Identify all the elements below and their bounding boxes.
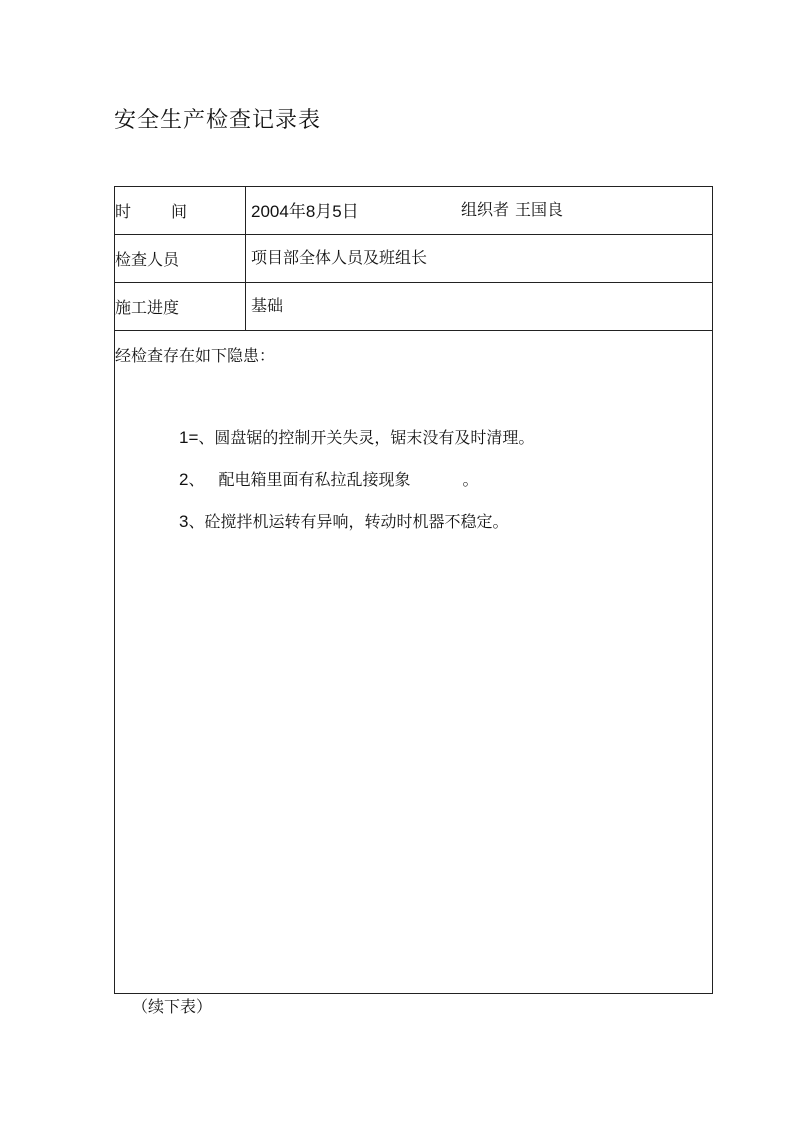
- inspection-form: [114, 186, 713, 994]
- hazard-text: 配电箱里面有私拉乱接现象: [218, 470, 411, 489]
- hazard-separator: 、: [188, 470, 205, 489]
- row-inspectors: [115, 235, 712, 283]
- hazard-number: 3: [179, 512, 189, 531]
- hazard-text: 、砼搅拌机运转有异响，转动时机器不稳定。: [188, 512, 509, 531]
- hazard-number: 2: [179, 470, 189, 489]
- hazards-intro: 经检查存在如下隐患：: [115, 346, 276, 365]
- time-label: [115, 199, 187, 222]
- progress-value: 基础: [251, 296, 284, 315]
- organizer-label: 组织者: [461, 200, 510, 219]
- progress-label: 施工进度: [115, 298, 180, 317]
- inspectors-label: 检查人员: [115, 250, 180, 269]
- hazard-text: 、圆盘锯的控制开关失灵，锯末没有及时清理。: [198, 428, 535, 447]
- hazard-item-1: [179, 425, 534, 448]
- hazard-item-2: [179, 467, 479, 490]
- row-progress: [115, 283, 712, 331]
- row-time: [115, 187, 712, 235]
- time-label-char-2: 间: [171, 202, 188, 221]
- hazard-number: 1=: [179, 428, 199, 447]
- organizer-name: 王国良: [515, 200, 564, 219]
- hazard-tail-mark: 。: [462, 470, 479, 489]
- inspection-date: 2004年8月5日: [251, 202, 359, 221]
- hazard-item-3: [179, 509, 508, 532]
- organizer: [461, 197, 563, 220]
- document-title: 安全生产检查记录表: [114, 108, 322, 133]
- time-label-char-1: 时: [115, 202, 132, 221]
- inspectors-value: 项目部全体人员及班组长: [251, 248, 428, 267]
- continued-note: （续下表）: [132, 997, 213, 1016]
